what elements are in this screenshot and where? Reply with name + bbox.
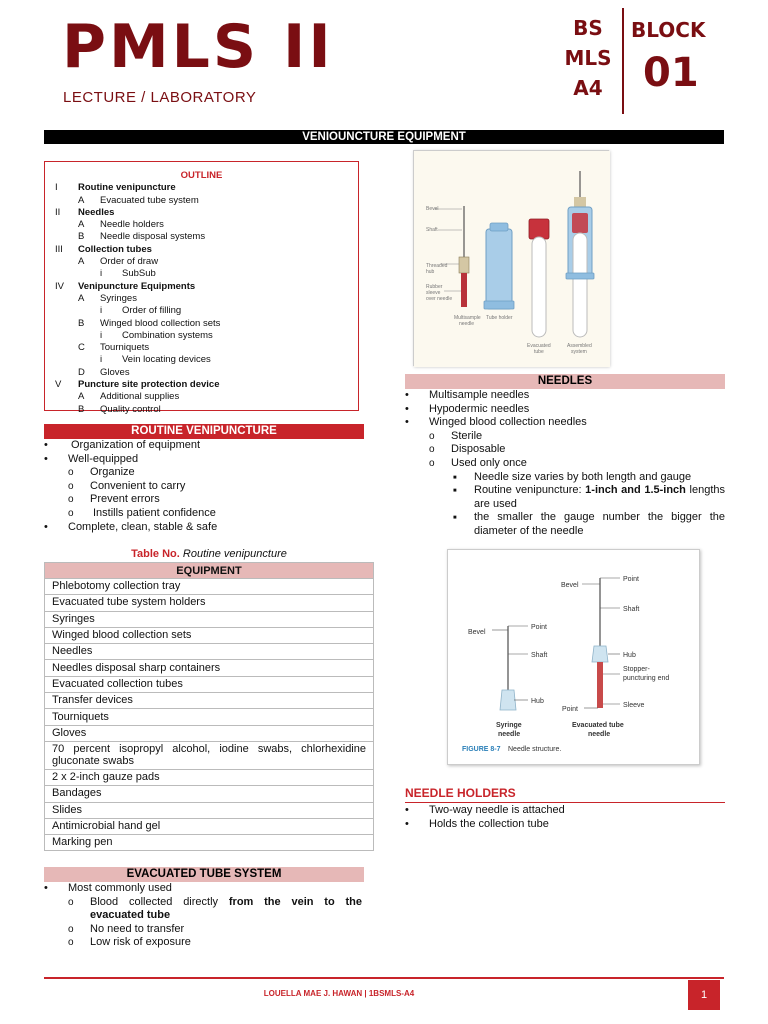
- routine-bullets: [44, 439, 364, 534]
- table-row: Needles disposal sharp containers: [45, 660, 374, 676]
- block-number: 01: [643, 50, 699, 96]
- list-item: • Complete, clean, stable & safe: [44, 521, 364, 535]
- list-item: ■ Routine venipuncture: 1-inch and 1.5-inch lengths are used: [405, 484, 725, 511]
- list-item: o Instills patient confidence: [44, 507, 364, 521]
- outline-item: IV Venipuncture Equipments: [55, 280, 196, 292]
- footer-divider: [44, 977, 724, 979]
- code-line-a4: A4: [573, 76, 603, 100]
- list-item: • Well-equipped: [44, 453, 364, 467]
- outline-item: B Quality control: [78, 403, 161, 415]
- outline-item: i Combination systems: [100, 329, 213, 341]
- table-row: Winged blood collection sets: [45, 627, 374, 643]
- table-row: Phlebotomy collection tray: [45, 579, 374, 595]
- table-row: Bandages: [45, 786, 374, 802]
- tube-label: tube: [534, 349, 544, 355]
- needle-holders-heading: NEEDLE HOLDERS: [405, 786, 725, 803]
- bevel-label-left: Bevel: [468, 629, 486, 636]
- outline-item: D Gloves: [78, 366, 130, 378]
- table-row: Slides: [45, 802, 374, 818]
- table-row: Antimicrobial hand gel: [45, 818, 374, 834]
- list-item: o Convenient to carry: [44, 480, 364, 494]
- sleeve-label: sleeve: [426, 290, 441, 296]
- table-caption-label: Table No.: [131, 548, 180, 560]
- needle-structure-illustration: [448, 550, 701, 766]
- outline-item: i Vein locating devices: [100, 354, 211, 366]
- page-number: 1: [688, 980, 720, 1010]
- routine-venipuncture-heading: ROUTINE VENIPUNCTURE: [44, 424, 364, 439]
- list-item: o Blood collected directly from the vein to the evacuated tube: [44, 896, 362, 923]
- block-label: BLOCK: [631, 18, 706, 42]
- page-header: [0, 0, 768, 125]
- system-label: system: [571, 349, 587, 355]
- list-item: ■ Needle size varies by both length and gauge: [405, 471, 725, 485]
- outline-item: B Needle disposal systems: [78, 231, 206, 243]
- rubber-label: Rubber: [426, 284, 443, 290]
- bevel-label: Bevel: [426, 206, 439, 212]
- assembled-label: Assembled: [567, 343, 592, 349]
- syringe-label: Syringe: [496, 722, 522, 729]
- table-row: Tourniquets: [45, 709, 374, 725]
- outline-item: A Evacuated tube system: [78, 194, 199, 206]
- code-divider: [622, 8, 624, 114]
- outline-item: B Winged blood collection sets: [78, 317, 221, 329]
- needle-structure-figure: [447, 549, 700, 765]
- outline-item: V Puncture site protection device: [55, 379, 220, 391]
- bevel-label-right: Bevel: [561, 582, 579, 589]
- evacuated-label: Evacuated: [527, 343, 551, 349]
- table-row: Evacuated collection tubes: [45, 676, 374, 692]
- point-label-left: Point: [531, 624, 547, 631]
- outline-item: A Order of draw: [78, 256, 159, 268]
- outline-item: III Collection tubes: [55, 243, 152, 255]
- course-code-box: [555, 8, 720, 118]
- list-item: • Hypodermic needles: [405, 403, 725, 417]
- table-row: Syringes: [45, 611, 374, 627]
- list-item: • Two-way needle is attached: [405, 804, 725, 818]
- outline-item: II Needles: [55, 206, 115, 218]
- list-item: o Sterile: [405, 430, 725, 444]
- evacuated-needle-label: Evacuated tube: [572, 722, 624, 729]
- evacuated-needle-label-2: needle: [588, 731, 611, 738]
- over-needle-label: over needle: [426, 296, 453, 302]
- list-item: • Most commonly used: [44, 882, 362, 896]
- outline-item: i Order of filling: [100, 305, 182, 317]
- needles-bullets: [405, 389, 725, 539]
- page-title: PMLS II: [62, 12, 334, 82]
- list-item: o Prevent errors: [44, 493, 364, 507]
- table-row: 70 percent isopropyl alcohol, iodine swabs, chlorhexidine gluconate swabs: [45, 741, 374, 769]
- stopper-end-label: puncturing end: [623, 675, 670, 682]
- table-row: 2 x 2-inch gauze pads: [45, 769, 374, 785]
- stopper-label: Stopper-: [623, 666, 650, 673]
- table-row: Gloves: [45, 725, 374, 741]
- threaded-label: Threaded: [426, 263, 448, 269]
- shaft-label-right: Shaft: [623, 606, 640, 613]
- list-item: • Organization of equipment: [44, 439, 364, 453]
- figure-caption-text: Needle structure.: [508, 746, 562, 753]
- list-item: o Used only once: [405, 457, 725, 471]
- table-row: Transfer devices: [45, 693, 374, 709]
- table-caption: [44, 548, 374, 560]
- table-row: Marking pen: [45, 835, 374, 851]
- outline-item: I Routine venipuncture: [55, 182, 176, 194]
- list-item: • Holds the collection tube: [405, 818, 725, 832]
- needles-heading: NEEDLES: [405, 374, 725, 389]
- list-item: o Organize: [44, 466, 364, 480]
- list-item: o No need to transfer: [44, 923, 362, 937]
- evacuated-system-figure: [413, 150, 609, 366]
- tube-holder-label: Tube holder: [486, 315, 513, 321]
- outline-item: C Tourniquets: [78, 342, 150, 354]
- table-header: EQUIPMENT: [45, 563, 374, 579]
- table-caption-title: Routine venipuncture: [182, 548, 287, 560]
- holders-bullets: [405, 804, 725, 831]
- shaft-label-left: Shaft: [531, 652, 548, 659]
- course-code: [555, 13, 621, 103]
- list-item: o Disposable: [405, 443, 725, 457]
- hub-label-left: Hub: [531, 698, 544, 705]
- evacuated-system-illustration: [414, 151, 610, 367]
- page-subtitle: LECTURE / LABORATORY: [63, 89, 257, 106]
- point-label-right-bottom: Point: [562, 706, 578, 713]
- code-line-mls: MLS: [564, 46, 612, 70]
- list-item: ■ the smaller the gauge number the bigger the diameter of the needle: [405, 511, 725, 538]
- hub-label: hub: [426, 269, 435, 275]
- outline-title: OUTLINE: [180, 170, 223, 181]
- evacuated-tube-heading: EVACUATED TUBE SYSTEM: [44, 867, 364, 882]
- outline-item: A Needle holders: [78, 219, 164, 231]
- outline-item: A Additional supplies: [78, 391, 180, 403]
- list-item: • Multisample needles: [405, 389, 725, 403]
- hub-label-right: Hub: [623, 652, 636, 659]
- equipment-table: [44, 562, 374, 851]
- multisample-label: Multisample: [454, 315, 481, 321]
- sleeve-label: Sleeve: [623, 702, 645, 709]
- outline-item: A Syringes: [78, 292, 137, 304]
- footer-author: LOUELLA MAE J. HAWAN | 1BSMLS-A4: [263, 989, 415, 998]
- figure-caption-label: FIGURE 8-7: [462, 746, 501, 753]
- code-line-bs: BS: [573, 16, 603, 40]
- point-label-right-top: Point: [623, 576, 639, 583]
- outline-box: [44, 161, 359, 415]
- table-row: Needles: [45, 644, 374, 660]
- syringe-needle-label: needle: [498, 731, 521, 738]
- table-row: Evacuated tube system holders: [45, 595, 374, 611]
- evacuated-bullets: [44, 882, 362, 950]
- needle-label: needle: [459, 321, 475, 327]
- shaft-label: Shaft: [426, 227, 438, 233]
- outline-item: i SubSub: [100, 268, 156, 280]
- list-item: o Low risk of exposure: [44, 936, 362, 950]
- section-title-bar: VENIOUNCTURE EQUIPMENT: [44, 130, 724, 144]
- list-item: • Winged blood collection needles: [405, 416, 725, 430]
